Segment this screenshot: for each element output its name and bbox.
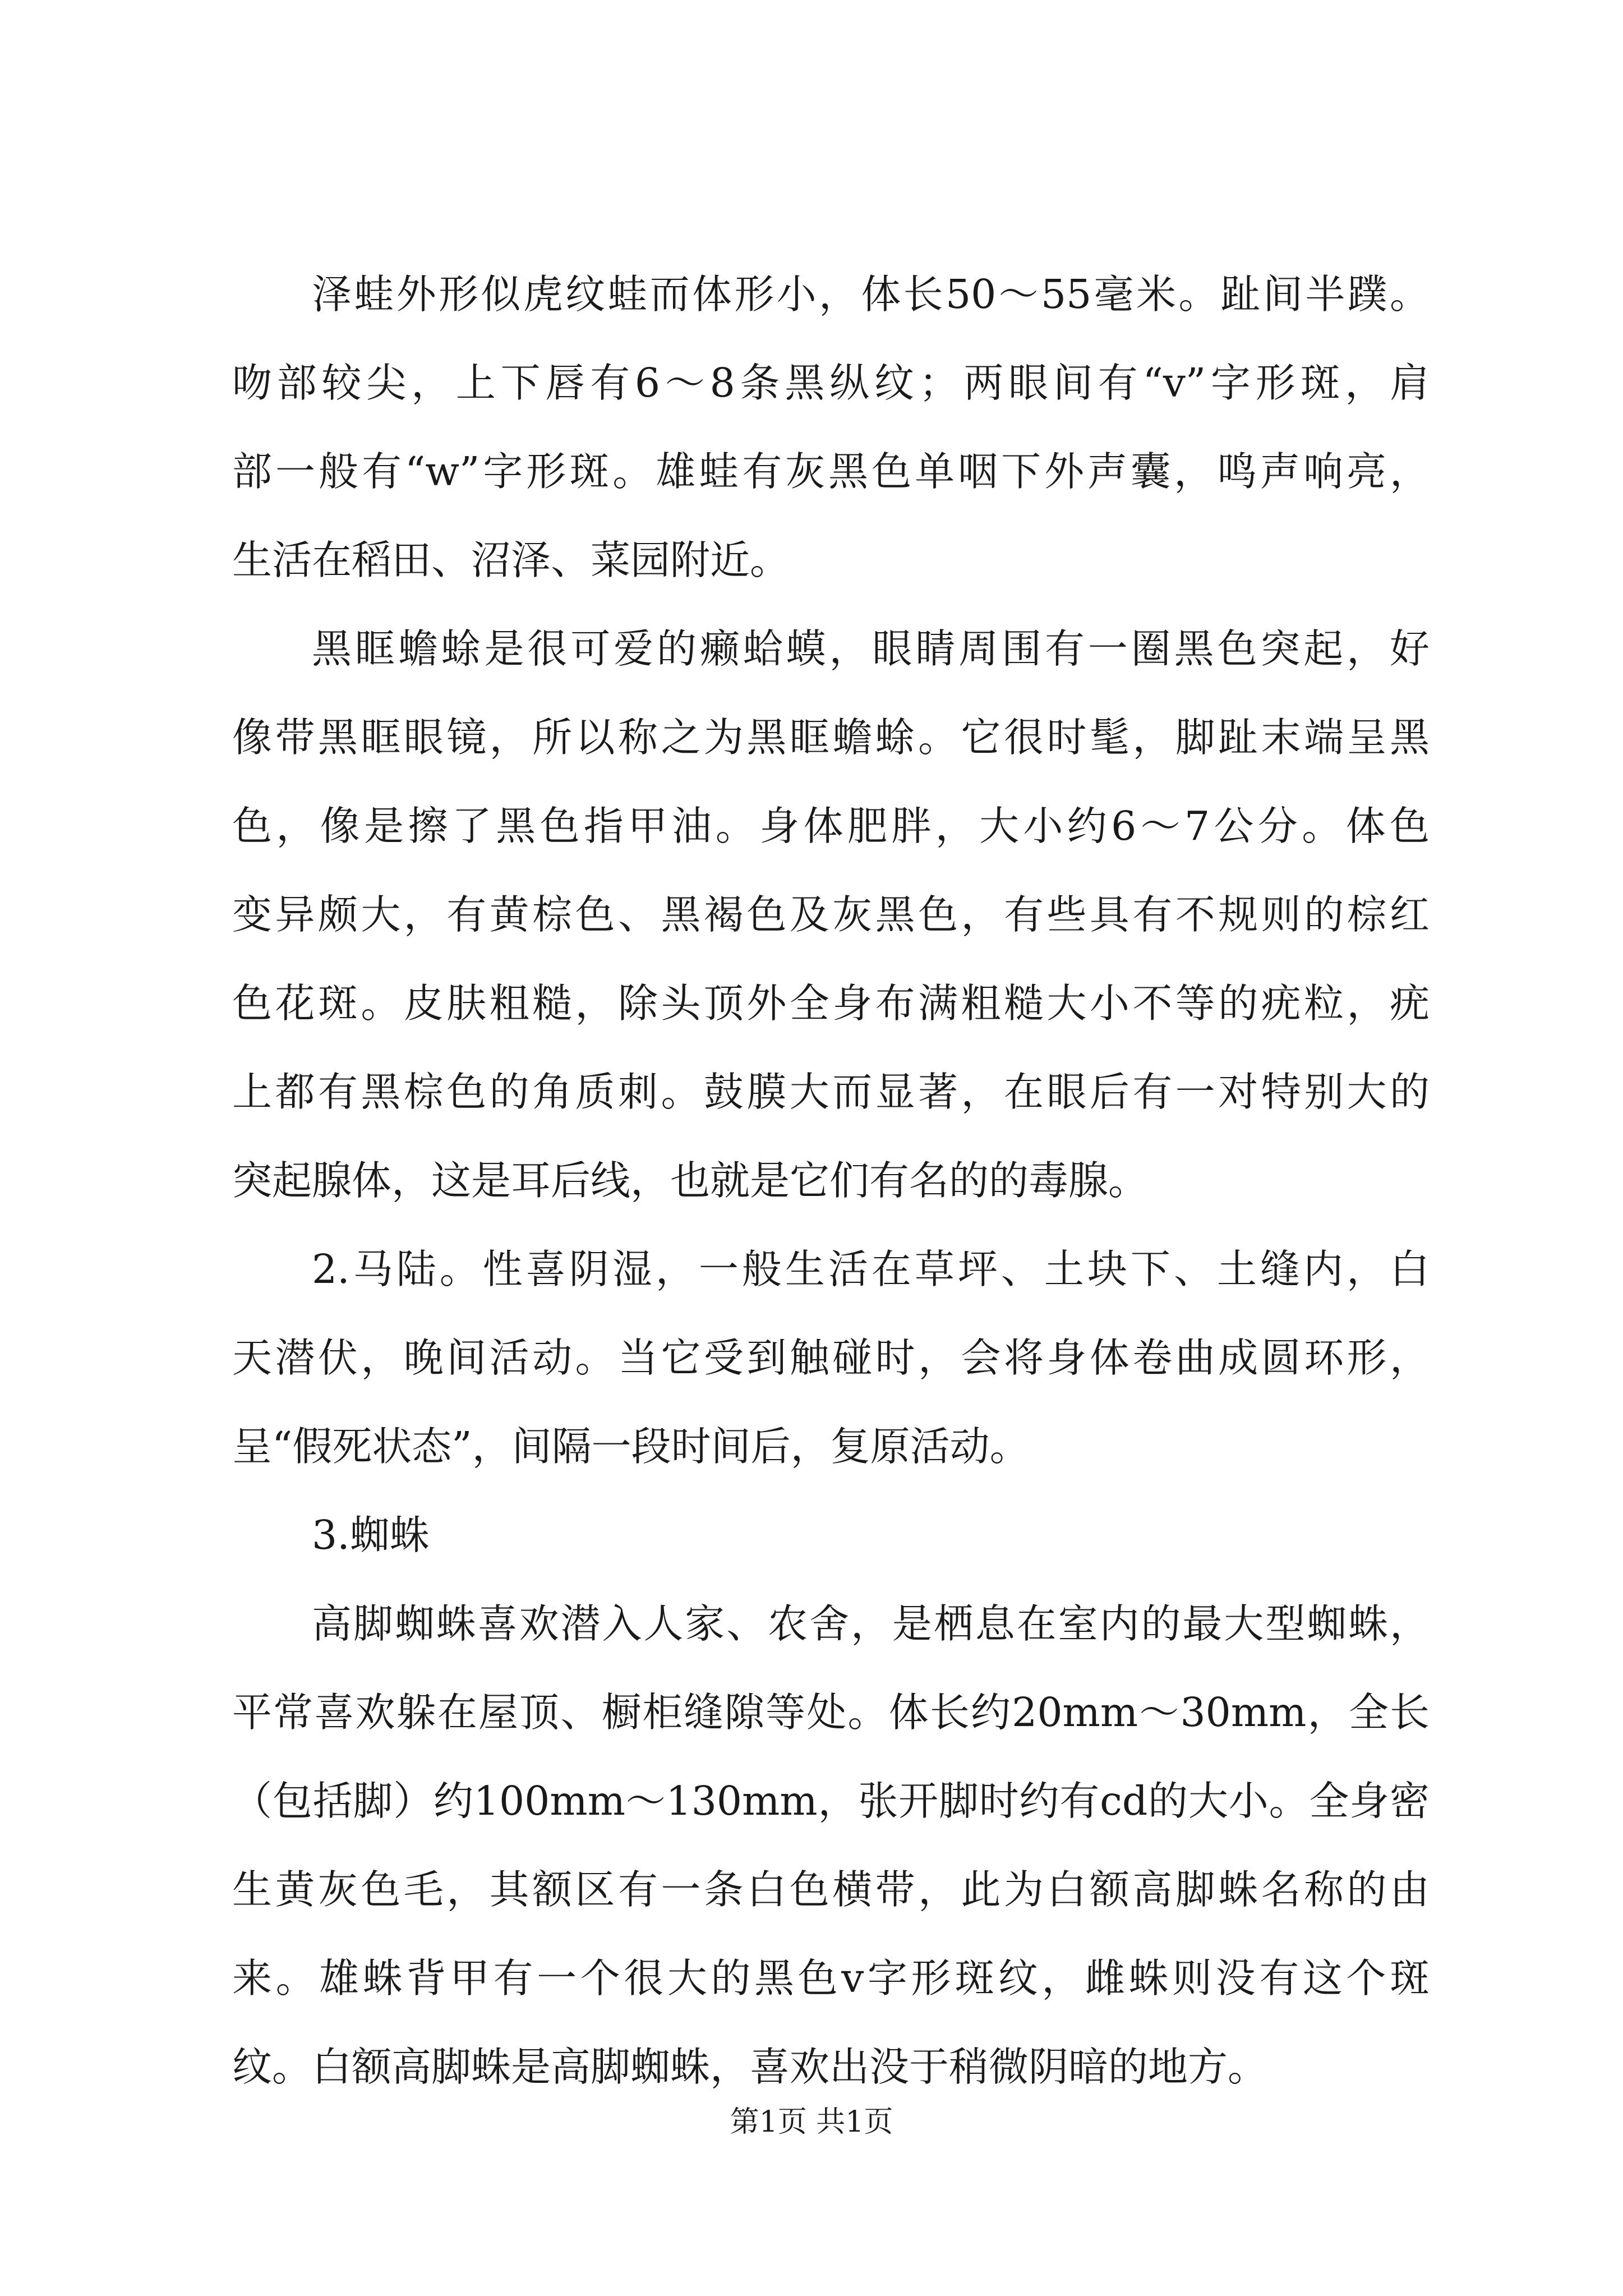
paragraph-ze-frog — [232, 250, 1430, 605]
text-line: 生活在稻田、沼泽、菜园附近。 — [232, 537, 790, 583]
text-line: 像带黑眶眼镜，所以称之为黑眶蟾蜍。它很时髦，脚趾末端呈黑 — [232, 714, 1430, 761]
text-line: 色花斑。皮肤粗糙，除头顶外全身布满粗糙大小不等的疣粒，疣 — [232, 980, 1430, 1027]
text-line: 2.马陆。性喜阴湿，一般生活在草坪、土块下、土缝内，白 — [312, 1246, 1430, 1292]
text-line: 生黄灰色毛，其额区有一条白色横带，此为白额高脚蛛名称的由 — [232, 1866, 1430, 1913]
page-number: 第1页 共1页 — [730, 2105, 893, 2139]
text-line: 来。雄蛛背甲有一个很大的黑色v字形斑纹，雌蛛则没有这个斑 — [232, 1955, 1430, 2001]
paragraph-black-spectacled-toad — [232, 605, 1430, 1225]
text-line: 平常喜欢躲在屋顶、橱柜缝隙等处。体长约20mm～30mm，全长 — [232, 1689, 1430, 1736]
text-line: 泽蛙外形似虎纹蛙而体形小，体长50～55毫米。趾间半蹼。 — [312, 271, 1430, 318]
page-footer — [0, 2102, 1623, 2142]
text-line: 3.蜘蛛 — [312, 1512, 430, 1558]
text-line: 高脚蜘蛛喜欢潜入人家、农舍，是栖息在室内的最大型蜘蛛， — [312, 1600, 1430, 1647]
text-line: 吻部较尖，上下唇有6～8条黑纵纹；两眼间有“v”字形斑，肩 — [232, 360, 1430, 406]
text-line: 变异颇大，有黄棕色、黑褐色及灰黑色，有些具有不规则的棕红 — [232, 891, 1430, 938]
text-line: 呈“假死状态”，间隔一段时间后，复原活动。 — [232, 1423, 1030, 1470]
text-line: （包括脚）约100mm～130mm，张开脚时约有cd的大小。全身密 — [232, 1778, 1430, 1824]
text-line: 部一般有“w”字形斑。雄蛙有灰黑色单咽下外声囊，鸣声响亮， — [232, 448, 1430, 495]
text-line: 天潜伏，晚间活动。当它受到触碰时，会将身体卷曲成圆环形， — [232, 1335, 1430, 1381]
paragraph-millipede — [232, 1225, 1430, 1491]
text-line: 上都有黑棕色的角质刺。鼓膜大而显著，在眼后有一对特别大的 — [232, 1069, 1430, 1115]
section-heading-spider — [232, 1491, 1430, 1580]
text-line: 黑眶蟾蜍是很可爱的癞蛤蟆，眼睛周围有一圈黑色突起，好 — [312, 625, 1430, 672]
text-line: 色，像是擦了黑色指甲油。身体肥胖，大小约6～7公分。体色 — [232, 803, 1430, 849]
document-body — [232, 250, 1430, 2111]
text-line: 突起腺体，这是耳后线，也就是它们有名的的毒腺。 — [232, 1157, 1149, 1204]
text-line: 纹。白额高脚蛛是高脚蜘蛛，喜欢出没于稍微阴暗的地方。 — [232, 2044, 1268, 2090]
paragraph-huntsman-spider — [232, 1580, 1430, 2111]
